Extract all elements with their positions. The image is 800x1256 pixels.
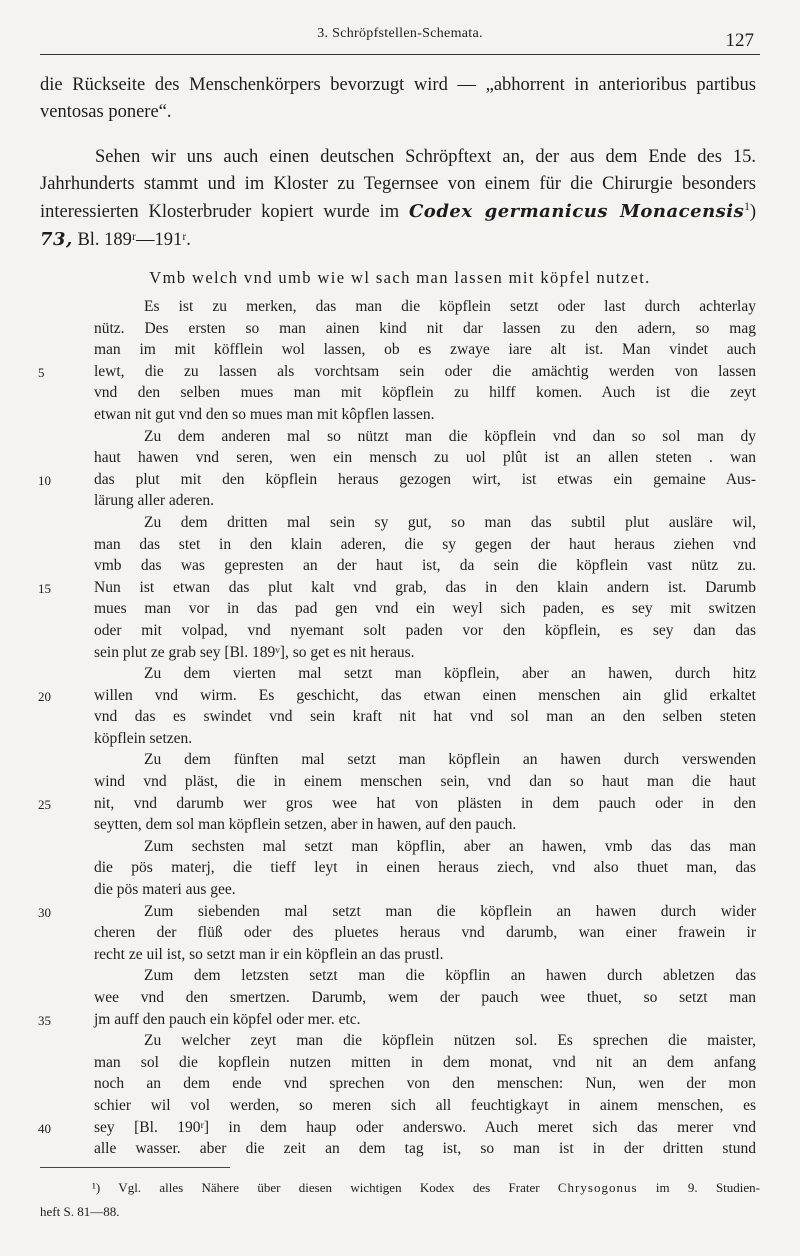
- line-text: wind vnd pläst, die in einem menschen sein, vnd dan so haut man die haut: [94, 773, 756, 791]
- text-line: [94, 426, 756, 448]
- line-text: oder mit volpad, vnd nyemant solt paden vor den köpflein, es sey dan das: [94, 621, 756, 639]
- text-line: [94, 642, 756, 664]
- line-text: willen vnd wirm. Es geschicht, das etwan einen menschen ain glid erkaltet: [94, 686, 756, 704]
- line-text: jm auff den pauch ein köpfel oder mer. etc.: [94, 1010, 361, 1028]
- text-line: [38, 1009, 756, 1031]
- line-text: lärung aller aderen.: [94, 492, 215, 510]
- text-line: [94, 490, 756, 512]
- line-text: seytten, dem sol man köpflein setzen, aber in hawen, auf den pauch.: [94, 816, 517, 834]
- line-text: sein plut ze grab sey [Bl. 189ᵛ], so get es nit heraus.: [94, 643, 415, 661]
- text-line: [94, 1138, 756, 1160]
- text-line: [94, 555, 756, 577]
- text-line: [94, 620, 756, 642]
- footnote-marker: 1: [744, 200, 750, 213]
- text-line: [94, 965, 756, 987]
- text-line: [94, 771, 756, 793]
- text-line: [94, 447, 756, 469]
- text-line: [38, 901, 756, 923]
- text-line: [38, 793, 756, 815]
- line-text: noch an dem ende vnd sprechen von den menschen: Nun, wen der mon: [94, 1075, 756, 1093]
- line-text: vmb das was gepresten an der haut ist, da sein die köpflein vast nütz zu.: [94, 557, 756, 575]
- line-text: köpflein setzen.: [94, 729, 193, 747]
- text-line: [94, 706, 756, 728]
- line-text: die pös materi aus gee.: [94, 881, 236, 899]
- text-line: [94, 879, 756, 901]
- running-head: [40, 20, 760, 55]
- line-number: 25: [38, 796, 51, 812]
- line-text: lewt, die zu lassen als vorchtsam sein oder die amächtig werden von lassen: [94, 362, 756, 380]
- line-text: schier wil vol werden, so meren sich all feuchtigkayt in ainem menschen, es: [94, 1096, 756, 1114]
- text-line: [94, 1073, 756, 1095]
- text-line: [94, 1095, 756, 1117]
- line-number: 20: [38, 688, 51, 704]
- line-text: Zu dem fünften mal setzt man köpflein an hawen durch verswenden: [144, 751, 756, 769]
- line-text: nit, vnd darumb wer gros wee hat von plästen in dem pauch oder in den: [94, 794, 756, 812]
- text-line: [94, 944, 756, 966]
- line-text: haut hawen vnd seren, wen ein mensch zu uol plût ist an allen steten . wan: [94, 449, 756, 467]
- text-line: [94, 512, 756, 534]
- footnote-line-1: [40, 1176, 760, 1200]
- line-text: Zu dem vierten mal setzt man köpflein, aber an hawen, durch hitz: [144, 665, 756, 683]
- line-text: man das stet in den klain aderen, die sy gegen der haut heraus ziehen vnd: [94, 535, 756, 553]
- line-text: Zum sechsten mal setzt man köpflin, aber an hawen, vmb das das man: [144, 837, 756, 855]
- line-number: 35: [38, 1012, 51, 1028]
- text-line: [38, 469, 756, 491]
- text-line: [38, 577, 756, 599]
- codex-number: 73,: [40, 229, 73, 250]
- text-line: [94, 728, 756, 750]
- text-line: [94, 987, 756, 1009]
- line-text: Zum siebenden mal setzt man die köpflein an hawen durch wider: [144, 902, 756, 920]
- text-line: [94, 598, 756, 620]
- text-line: [38, 685, 756, 707]
- line-text: alle wasser. aber die zeit an dem tag ist, so man ist in der dritten stund: [94, 1140, 756, 1158]
- intro-text-1: die Rückseite des Menschenkörpers bevorzugt wird — „abhorrent in anterioribus partibus ventosas ponere“.: [40, 75, 756, 122]
- line-number: 40: [38, 1120, 51, 1136]
- line-text: man sol die kopflein nutzen mitten in dem monat, vnd nit an dem anfang: [94, 1053, 756, 1071]
- line-text: Zu dem dritten mal sein sy gut, so man das subtil plut ausläre wil,: [144, 513, 756, 531]
- quoted-text-block: [38, 296, 756, 1160]
- text-line: [94, 404, 756, 426]
- line-text: die pös materj, die tieff leyt in einen heraus ziech, vnd also thuet man, das: [94, 859, 756, 877]
- text-line: [94, 857, 756, 879]
- line-text: nütz. Des ersten so man ainen kind nit dar lassen zu den adern, so mag: [94, 319, 756, 337]
- intro-text-2: Sehen wir uns auch einen deutschen Schröpftext an, der aus dem Ende des 15. Jahrhunderts stammt und im Kloster zu Tegernsee von einem für die Chirurgie besonders interessierten Klosterbruder kopiert wurde im Codex germanicus Monacensis$^1$) 73, Bl. 189ʳ—191ʳ.: [40, 147, 756, 250]
- folio-range: Bl. 189ʳ—191ʳ.: [77, 230, 191, 250]
- line-text: das plut mit den köpflein heraus gezogen wirt, ist etwas ein gemaine Aus-: [94, 470, 756, 488]
- text-line: [38, 1117, 756, 1139]
- line-text: Zu dem anderen mal so nützt man die köpflein vnd dan so sol man dy: [144, 427, 756, 445]
- line-number: 10: [38, 472, 51, 488]
- text-line: [94, 922, 756, 944]
- line-text: wee vnd den smertzen. Darumb, wem der pauch wee thuet, so setzt man: [94, 989, 756, 1006]
- line-number: 15: [38, 580, 51, 596]
- text-line: [94, 814, 756, 836]
- line-text: recht ze uil ist, so setzt man ir ein köpflein an das prustl.: [94, 945, 444, 963]
- footnote-line-1-suffix: im 9. Studien-: [655, 1180, 761, 1195]
- line-number: 5: [38, 364, 45, 380]
- line-text: Nun ist etwan das plut kalt vnd grab, das in den klain andern ist. Darumb: [94, 578, 756, 596]
- line-text: vnd das es swindet vnd sein kraft nit hat vnd sol man an den selben steten: [94, 708, 756, 726]
- intro-paragraph-1: [40, 72, 756, 126]
- text-line: [94, 836, 756, 858]
- text-heading: Vmb welch vnd umb wie wl sach man lassen mit köpfel nutzet.: [149, 268, 651, 287]
- footnote: [40, 1176, 760, 1224]
- intro-text-2-main: Sehen wir uns auch einen deutschen Schröpftext an, der aus dem Ende des 15. Jahrhunderts stammt und im Kloster zu Tegernsee von einem für die Chirurgie besonders interessierten Klosterbruder kopiert wurde im: [40, 147, 756, 222]
- footnote-line-2: heft S. 81—88.: [40, 1204, 120, 1219]
- intro-paragraph-2: [40, 144, 756, 254]
- line-text: cheren der flüß oder des pluetes heraus vnd darumb, wan einer frawein ir: [94, 924, 756, 942]
- line-text: etwan nit gut vnd den so mues man mit kôpflen lassen.: [94, 405, 435, 423]
- text-line: [94, 296, 756, 318]
- section-title: 3. Schröpfstellen-Schemata.: [317, 26, 483, 41]
- text-line: [94, 749, 756, 771]
- text-line: [94, 1030, 756, 1052]
- line-text: vnd den selben mues man mit köpflein zu hilff komen. Auch ist die zeyt: [94, 384, 756, 402]
- text-line: [94, 534, 756, 556]
- text-line: [94, 663, 756, 685]
- line-text: man im mit köfflein wol lassen, ob es zwaye iare alt ist. Man vindet auch: [94, 341, 756, 359]
- footnote-rule: [40, 1167, 230, 1168]
- footnote-line-1-prefix: ¹) Vgl. alles Nähere über diesen wichtigen Kodex des Frater: [92, 1180, 540, 1195]
- line-text: Zum dem letzsten setzt man die köpflin an hawen durch abletzen das: [144, 967, 756, 985]
- line-text: Zu welcher zeyt man die köpflein nützen sol. Es sprechen die maister,: [144, 1032, 756, 1050]
- footnote-name: Chrysogonus: [557, 1180, 638, 1195]
- line-text: Es ist zu merken, das man die köpflein setzt oder last durch achterlay: [144, 298, 756, 315]
- text-line: [38, 361, 756, 383]
- page-number: 127: [725, 30, 754, 51]
- line-text: sey [Bl. 190ʳ] in dem haup oder anderswo. Auch meret sich das merer vnd: [94, 1118, 756, 1136]
- line-text: mues man vor in das pad gen vnd ein weyl sich paden, es sey mit switzen: [94, 600, 756, 618]
- text-line: [94, 318, 756, 340]
- text-line: [94, 382, 756, 404]
- text-line: [94, 339, 756, 361]
- codex-title: Codex germanicus Monacensis: [408, 201, 745, 222]
- line-number: 30: [38, 904, 51, 920]
- text-line: [94, 1052, 756, 1074]
